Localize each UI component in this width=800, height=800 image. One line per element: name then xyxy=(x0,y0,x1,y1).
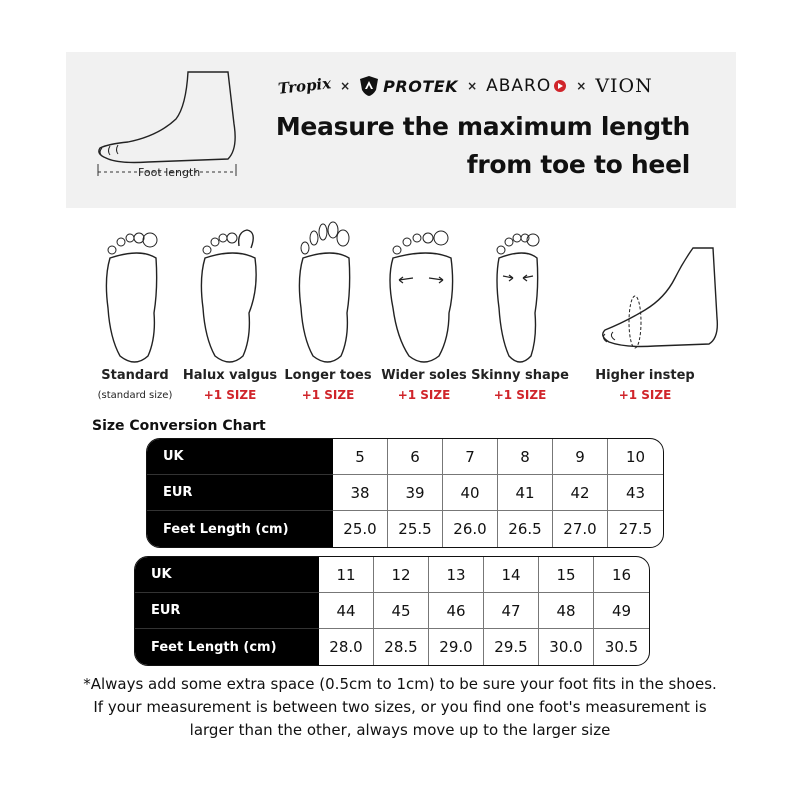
row-header: Feet Length (cm) xyxy=(163,521,289,537)
table-values xyxy=(333,439,663,547)
table-header-column xyxy=(147,439,333,547)
brand-separator: × xyxy=(340,79,351,93)
size-table xyxy=(146,438,664,548)
foot-types-row xyxy=(80,214,730,414)
table-cell: 45 xyxy=(374,593,429,629)
foot-type-halux-valgus xyxy=(175,214,285,414)
table-cell: 41 xyxy=(498,475,553,511)
table-cell: 16 xyxy=(594,557,649,593)
footnote xyxy=(40,673,760,742)
row-header: EUR xyxy=(135,593,319,629)
row-header: Feet Length (cm) xyxy=(151,639,277,655)
brand-abaro-text: ABARO xyxy=(486,76,552,96)
table-cell: 5 xyxy=(333,439,388,475)
table-cell: 30.0 xyxy=(539,629,594,665)
footnote-line-1: *Always add some extra space (0.5cm to 1cm) to be sure your foot fits in the shoes. xyxy=(83,675,717,693)
brand-bar xyxy=(278,66,698,106)
table-cell: 49 xyxy=(594,593,649,629)
table-cell: 46 xyxy=(429,593,484,629)
table-cell: 8 xyxy=(498,439,553,475)
brand-tropix-logo: Tropix xyxy=(277,74,332,98)
foot-sole-icon xyxy=(185,218,275,368)
foot-sole-icon xyxy=(90,218,180,368)
table-cell: 11 xyxy=(319,557,374,593)
table-cell: 27.0 xyxy=(553,511,608,547)
brand-protek-text: PROTEK xyxy=(383,76,459,96)
foot-type-name: Halux valgus xyxy=(182,368,278,383)
size-column xyxy=(429,557,484,665)
table-cell: 26.5 xyxy=(498,511,553,547)
footnote-line-2: If your measurement is between two sizes, or you find one foot's measurement is xyxy=(93,698,707,716)
brand-separator: × xyxy=(576,79,587,93)
brand-vion-logo: VION xyxy=(595,75,653,97)
foot-side-icon xyxy=(595,218,725,368)
size-column xyxy=(498,439,553,547)
table-cell: 9 xyxy=(553,439,608,475)
foot-type-name: Wider soles xyxy=(381,368,467,383)
foot-length-label: Foot length xyxy=(138,166,201,179)
table-cell: 30.5 xyxy=(604,638,639,656)
table-cell: 38 xyxy=(333,475,388,511)
size-table xyxy=(134,556,650,666)
table-header-column xyxy=(135,557,319,665)
table-cell: 40 xyxy=(443,475,498,511)
table-cell: 14 xyxy=(484,557,539,593)
size-column xyxy=(553,439,608,547)
foot-type-note: +1 SIZE xyxy=(301,388,355,402)
footnote-line-3: larger than the other, always move up to the larger size xyxy=(189,721,611,739)
table-cell: 26.0 xyxy=(443,511,498,547)
foot-type-note: (standard size) xyxy=(97,390,173,401)
chart-title: Size Conversion Chart xyxy=(92,418,266,434)
table-cell: 29.5 xyxy=(484,629,539,665)
row-header: EUR xyxy=(147,475,333,511)
table-cell: 29.0 xyxy=(429,629,484,665)
headline xyxy=(276,108,690,184)
table-cell: 47 xyxy=(484,593,539,629)
foot-type-note: +1 SIZE xyxy=(203,388,257,402)
table-cell: 10 xyxy=(608,439,663,475)
foot-type-longer-toes xyxy=(273,214,383,414)
table-cell: 6 xyxy=(388,439,443,475)
foot-type-note: +1 SIZE xyxy=(618,388,672,402)
table-cell: 42 xyxy=(553,475,608,511)
size-column xyxy=(594,557,649,665)
size-column xyxy=(374,557,429,665)
foot-type-name: Longer toes xyxy=(284,368,372,383)
foot-type-wider-soles xyxy=(369,214,479,414)
shield-icon xyxy=(359,75,379,97)
table-cell: 39 xyxy=(388,475,443,511)
brand-abaro-logo xyxy=(486,76,567,96)
table-cell: 25.5 xyxy=(388,511,443,547)
size-column xyxy=(388,439,443,547)
table-cell: 25.0 xyxy=(333,511,388,547)
table-cell: 48 xyxy=(539,593,594,629)
foot-type-name: Standard xyxy=(101,368,169,383)
row-header: UK xyxy=(147,439,333,475)
foot-type-note: +1 SIZE xyxy=(493,388,547,402)
row-header: UK xyxy=(135,557,319,593)
foot-type-note: +1 SIZE xyxy=(397,388,451,402)
size-column xyxy=(333,439,388,547)
foot-sole-icon xyxy=(379,218,469,368)
foot-type-standard xyxy=(80,214,190,414)
size-column xyxy=(443,439,498,547)
foot-type-name: Skinny shape xyxy=(471,368,569,383)
brand-protek-logo xyxy=(359,75,458,97)
foot-type-name: Higher instep xyxy=(595,368,695,383)
table-values xyxy=(319,557,649,665)
foot-sole-icon xyxy=(475,218,565,368)
play-icon xyxy=(553,79,567,93)
table-cell: 28.0 xyxy=(319,629,374,665)
table-cell: 15 xyxy=(539,557,594,593)
table-cell: 44 xyxy=(319,593,374,629)
foot-sole-icon xyxy=(283,218,373,368)
table-cell: 27.5 xyxy=(618,520,653,538)
headline-line-2: from toe to heel xyxy=(466,150,690,179)
size-column xyxy=(319,557,374,665)
brand-separator: × xyxy=(467,79,478,93)
foot-type-skinny-shape xyxy=(465,214,575,414)
size-column xyxy=(608,439,663,547)
headline-line-1: Measure the maximum length xyxy=(275,112,690,141)
table-cell: 13 xyxy=(429,557,484,593)
table-cell: 28.5 xyxy=(374,629,429,665)
foot-type-higher-instep xyxy=(585,214,705,414)
table-cell: 7 xyxy=(443,439,498,475)
size-column xyxy=(539,557,594,665)
table-cell: 12 xyxy=(374,557,429,593)
table-cell: 43 xyxy=(608,475,663,511)
size-column xyxy=(484,557,539,665)
